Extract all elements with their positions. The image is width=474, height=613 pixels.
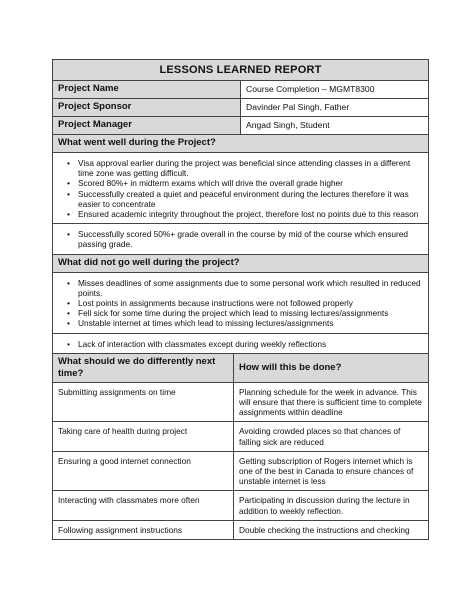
project-sponsor-label: Project Sponsor: [53, 99, 241, 117]
list-item: • Visa approval earlier during the project was beneficial since attending classes in a different time zone was getting difficult.: [78, 158, 423, 178]
list-item: • Lack of interaction with classmates except during weekly reflections: [78, 339, 423, 349]
list-item: • Lost points in assignments because instructions were not followed properly: [78, 298, 423, 308]
project-name-row: [53, 81, 429, 99]
report-title: LESSONS LEARNED REPORT: [53, 60, 429, 81]
went-well-heading: What went well during the Project?: [53, 135, 429, 153]
list-item: • Scored 80%+ in midterm exams which will drive the overall grade higher: [78, 178, 423, 188]
list-item: • Successfully scored 50%+ grade overall in the course by mid of the course which ensured passing grade.: [78, 229, 423, 249]
how-cell: Double checking the instructions and checking: [234, 520, 429, 539]
how-cell: Participating in discussion during the lecture in addition to weekly reflection.: [234, 491, 429, 520]
lessons-learned-report: [52, 59, 429, 540]
how-cell: Getting subscription of Rogers internet which is one of the best in Canada to ensure chances of unstable internet is less: [234, 451, 429, 491]
list-item: • Unstable internet at times which lead to missing lectures/assignments: [78, 318, 423, 328]
project-name-value: Course Completion – MGMT8300: [241, 81, 429, 99]
list-item: • Ensured academic integrity throughout the project, therefore lost no points due to this reason: [78, 209, 423, 219]
table-row: [53, 422, 429, 451]
list-item: • Fell sick for some time during the project which lead to missing lectures/assignments: [78, 308, 423, 318]
what-cell: Following assignment instructions: [53, 520, 234, 539]
table-row: [53, 520, 429, 539]
what-cell: Interacting with classmates more often: [53, 491, 234, 520]
project-manager-label: Project Manager: [53, 117, 241, 135]
report-table: [52, 59, 429, 354]
not-well-list-1: [53, 272, 429, 333]
differently-col1-heading: What should we do differently next time?: [53, 353, 234, 382]
not-well-heading: What did not go well during the project?: [53, 254, 429, 272]
table-row: [53, 451, 429, 491]
list-item: • Successfully created a quiet and peaceful environment during the lectures therefore it was easier to concentrate: [78, 189, 423, 209]
how-cell: Avoiding crowded places so that chances of falling sick are reduced: [234, 422, 429, 451]
table-row: [53, 491, 429, 520]
project-name-label: Project Name: [53, 81, 241, 99]
not-well-list-2: [53, 333, 429, 353]
project-manager-value: Angad Singh, Student: [241, 117, 429, 135]
how-cell: Planning schedule for the week in advance. This will ensure that there is sufficient time to complete assignments within deadline: [234, 382, 429, 422]
list-item: • Misses deadlines of some assignments due to some personal work which resulted in reduced points.: [78, 278, 423, 298]
table-row: [53, 382, 429, 422]
went-well-list-2: [53, 224, 429, 254]
what-cell: Taking care of health during project: [53, 422, 234, 451]
what-cell: Ensuring a good internet connection: [53, 451, 234, 491]
differently-col2-heading: How will this be done?: [234, 353, 429, 382]
went-well-list-1: [53, 153, 429, 224]
what-cell: Submitting assignments on time: [53, 382, 234, 422]
project-sponsor-value: Davinder Pal Singh, Father: [241, 99, 429, 117]
differently-table: [52, 353, 429, 540]
project-sponsor-row: [53, 99, 429, 117]
project-manager-row: [53, 117, 429, 135]
